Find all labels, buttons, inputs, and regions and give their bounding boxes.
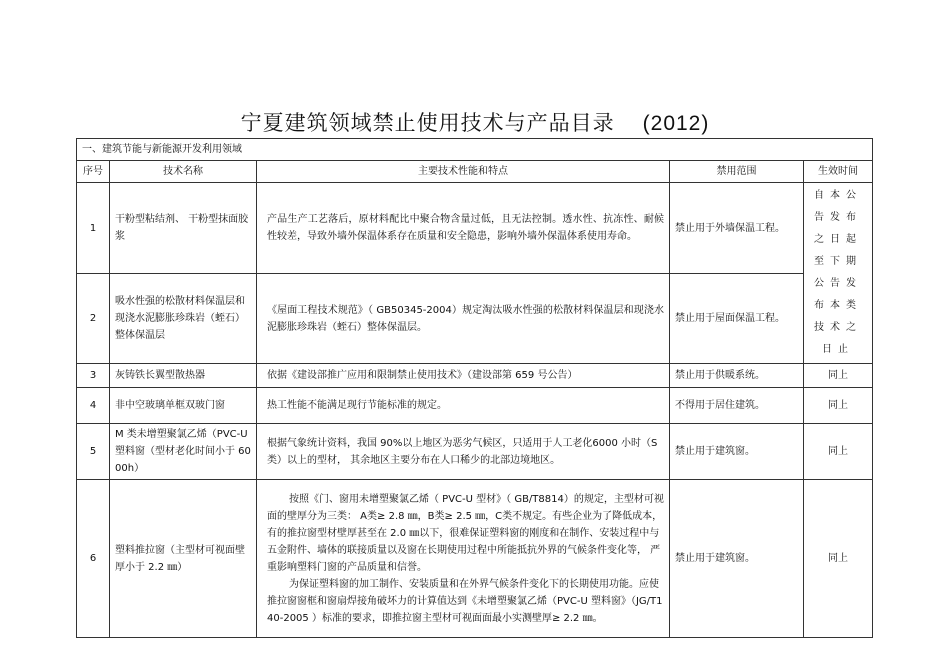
table-row (77, 424, 873, 480)
table-row (77, 480, 873, 638)
document-title (0, 107, 950, 137)
row-effective: 同上 (804, 480, 873, 638)
row-name: 吸水性强的松散材料保温层和现浇水泥膨胀珍珠岩（蛭石）整体保温层 (110, 274, 257, 364)
section-label: 一、建筑节能与新能源开发利用领域 (77, 139, 873, 161)
row-scope: 禁止用于建筑窗。 (670, 480, 804, 638)
header-name: 技术名称 (110, 161, 257, 183)
header-row (77, 161, 873, 183)
row-desc: 热工性能不能满足现行节能标准的规定。 (257, 388, 670, 424)
header-desc: 主要技术性能和特点 (257, 161, 670, 183)
row-desc: 根据气象统计资料，我国 90%以上地区为恶劣气候区，只适用于人工老化6000 小时（S类）以上的型材， 其余地区主要分布在人口稀少的北部边境地区。 (257, 424, 670, 480)
row-name: 非中空玻璃单框双玻门窗 (110, 388, 257, 424)
header-scope: 禁用范围 (670, 161, 804, 183)
title-year: (2012) (642, 112, 710, 135)
row-no: 6 (77, 480, 110, 638)
row-name: 干粉型粘结剂、 干粉型抹面胶浆 (110, 183, 257, 274)
regulation-table (76, 138, 873, 638)
row-scope: 禁止用于屋面保温工程。 (670, 274, 804, 364)
row-scope: 禁止用于建筑窗。 (670, 424, 804, 480)
row-effective: 同上 (804, 364, 873, 388)
table-row (77, 274, 873, 364)
row-no: 5 (77, 424, 110, 480)
row-no: 1 (77, 183, 110, 274)
table-row (77, 183, 873, 274)
row-name: 灰铸铁长翼型散热器 (110, 364, 257, 388)
row-desc: 按照《门、窗用未增塑聚氯乙烯（ PVC-U 型材》（ GB/T8814）的规定，主型材可视面的壁厚分为三类： A类≥ 2.8 ㎜，B类≥ 2.5 ㎜，C类不规定。有些企业为了降低成本，有的推拉窗型材壁厚甚至在 2.0 ㎜以下，很难保证塑料窗的刚度和在制作、安装过程中与五金附件、墙体的联接质量以及窗在长期使用过程中所能抵抗外界的气候条件变化等， 严重影响塑料门窗的产品质量和信誉。 (267, 493, 664, 573)
row-scope: 禁止用于外墙保温工程。 (670, 183, 804, 274)
title-text: 宁夏建筑领域禁止使用技术与产品目录 (240, 111, 615, 135)
row-effective: 同上 (804, 424, 873, 480)
row-effective: 自本公告发布之日起至下期公告发布本类技术之日止 (804, 183, 873, 364)
row-desc-cell (257, 480, 670, 638)
row-no: 2 (77, 274, 110, 364)
row-name: 塑料推拉窗（主型材可视面壁厚小于 2.2 ㎜） (110, 480, 257, 638)
row-name: M 类未增塑聚氯乙烯（PVC-U 塑料窗（型材老化时间小于 6000h） (110, 424, 257, 480)
header-effective: 生效时间 (804, 161, 873, 183)
header-no: 序号 (77, 161, 110, 183)
row-no: 4 (77, 388, 110, 424)
row-desc-continued: 为保证塑料窗的加工制作、安装质量和在外界气候条件变化下的长期使用功能。应使推拉窗窗框和窗扇焊接角破坏力的计算值达到《未增塑聚氯乙烯（PVC-U 塑料窗》（JG/T140-2005 ）标准的要求，即推拉窗主型材可视面面最小实测壁厚≥ 2.2 ㎜。 (267, 578, 663, 624)
section-row (77, 139, 873, 161)
table-row (77, 364, 873, 388)
row-effective: 同上 (804, 388, 873, 424)
row-no: 3 (77, 364, 110, 388)
row-scope: 禁止用于供暖系统。 (670, 364, 804, 388)
row-desc: 产品生产工艺落后，原材料配比中聚合物含量过低，且无法控制。透水性、抗冻性、耐候性较差，导致外墙外保温体系存在质量和安全隐患，影响外墙外保温体系使用寿命。 (257, 183, 670, 274)
row-desc: 依据《建设部推广应用和限制禁止使用技术》（建设部第 659 号公告） (257, 364, 670, 388)
row-scope: 不得用于居住建筑。 (670, 388, 804, 424)
table-row (77, 388, 873, 424)
row-desc: 《屋面工程技术规范》（ GB50345-2004）规定淘汰吸水性强的松散材料保温层和现浇水泥膨胀珍珠岩（蛭石）整体保温层。 (257, 274, 670, 364)
